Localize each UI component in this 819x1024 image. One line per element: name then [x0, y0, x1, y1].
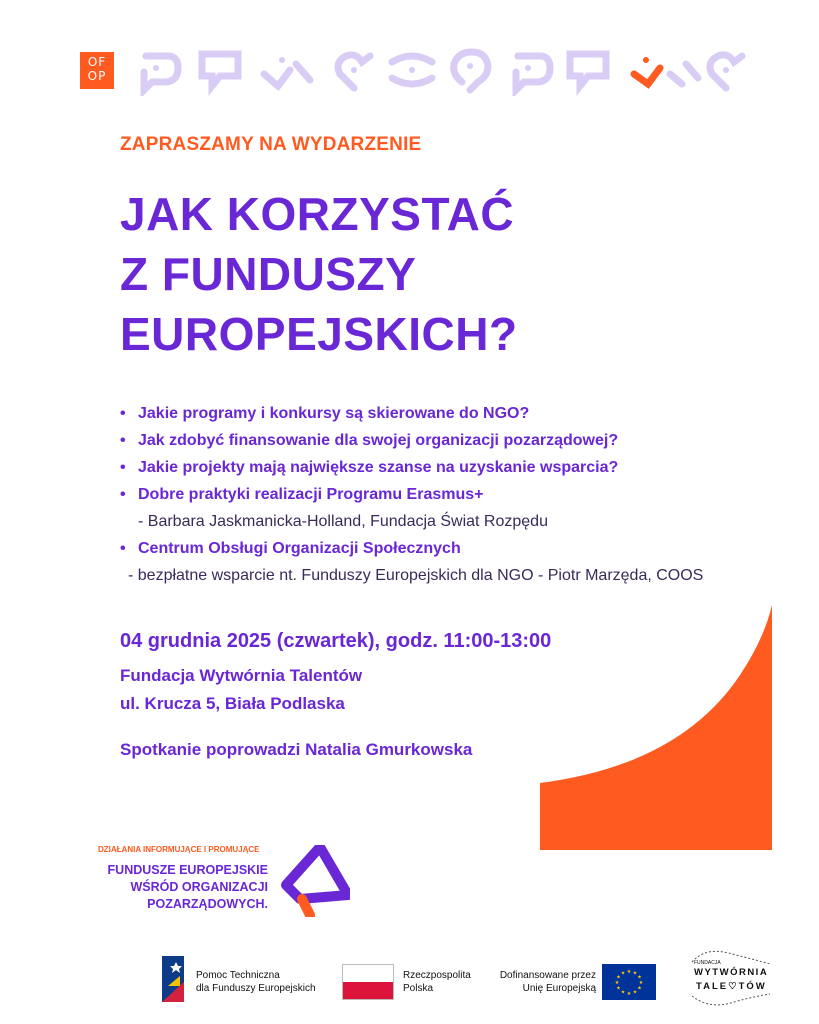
pomoc-techniczna-label: Pomoc Techniczna dla Funduszy Europejskich — [196, 970, 316, 994]
chat-bubble-icon — [570, 54, 606, 86]
speech-bubble-icon — [516, 56, 550, 90]
wytwornia-talentow-logo: FUNDACJA WYTWÓRNIA TALE♡TÓW — [686, 950, 778, 1008]
svg-text:★: ★ — [620, 970, 626, 977]
eye-icon — [392, 56, 432, 84]
title-line: Z FUNDUSZY — [120, 248, 417, 300]
ofop-logo — [80, 52, 114, 89]
svg-text:★: ★ — [626, 969, 632, 975]
title-line: EUROPEJSKICH? — [120, 308, 518, 360]
event-datetime: 04 grudnia 2025 (czwartek), godz. 11:00-13:00 — [120, 630, 552, 652]
pomoc-techniczna-icon — [162, 956, 188, 1002]
agenda-subitem: - Barbara Jaskmanicka-Holland, Fundacja Świat Rozpędu — [138, 513, 548, 530]
logo-letters-top: OF — [87, 55, 107, 69]
svg-text:★: ★ — [637, 974, 642, 981]
svg-text:★: ★ — [626, 991, 632, 997]
event-venue — [120, 662, 362, 718]
svg-text:★: ★ — [616, 974, 621, 981]
heart-chat-icon — [338, 55, 370, 88]
title-line: JAK KORZYSTAĆ — [120, 188, 515, 240]
decorative-icon-strip — [132, 44, 752, 96]
agenda-item: • Centrum Obsługi Organizacji Społecznych — [120, 540, 461, 557]
megaphone-icon — [280, 845, 350, 917]
rzeczpospolita-label: Rzeczpospolita Polska — [403, 970, 471, 994]
orange-decorative-shape — [540, 605, 772, 850]
promo-caption: DZIAŁANIA INFORMUJĄCE I PROMUJĄCE — [98, 845, 260, 854]
face-icon — [634, 57, 660, 84]
heart-chat-icon — [710, 55, 742, 88]
eu-funding-label: Dofinansowane przez Unię Europejską — [499, 970, 596, 994]
chat-bubble-icon — [202, 54, 238, 86]
polish-flag — [342, 964, 394, 1000]
eu-flag-icon — [602, 964, 656, 1000]
svg-text:★: ★ — [616, 985, 621, 992]
lightbulb-icon — [454, 52, 488, 90]
agenda-item: • Dobre praktyki realizacji Programu Erasmus+ — [120, 486, 484, 503]
event-kicker: ZAPRASZAMY NA WYDARZENIE — [120, 134, 422, 155]
svg-text:★: ★ — [637, 985, 642, 992]
venue-name: Fundacja Wytwórnia Talentów — [120, 666, 363, 685]
event-host: Spotkanie poprowadzi Natalia Gmurkowska — [120, 740, 473, 759]
agenda-list — [120, 400, 780, 589]
svg-text:★: ★ — [638, 980, 644, 986]
svg-text:★: ★ — [614, 980, 620, 986]
promo-title: FUNDUSZE EUROPEJSKIE WŚRÓD ORGANIZACJI POZARZĄDOWYCH. — [107, 863, 268, 911]
venue-address: ul. Krucza 5, Biała Podlaska — [120, 694, 345, 713]
logo-letters-bottom: OP — [87, 69, 107, 83]
agenda-item: • Jakie projekty mają największe szanse na uzyskanie wsparcia? — [120, 459, 619, 476]
svg-text:★: ★ — [620, 989, 626, 996]
face-icon — [670, 64, 698, 84]
agenda-subitem: - bezpłatne wsparcie nt. Funduszy Europejskich dla NGO - Piotr Marzęda, COOS — [128, 567, 704, 584]
agenda-item: • Jakie programy i konkursy są skierowane do NGO? — [120, 405, 530, 422]
svg-text:★: ★ — [632, 970, 638, 977]
svg-text:★: ★ — [632, 989, 638, 996]
agenda-item: • Jak zdobyć finansowanie dla swojej organizacji pozarządowej? — [120, 432, 619, 449]
speech-bubble-icon — [144, 56, 178, 90]
footer-logos — [0, 950, 819, 1020]
face-icon — [264, 57, 310, 86]
event-title — [120, 184, 518, 364]
